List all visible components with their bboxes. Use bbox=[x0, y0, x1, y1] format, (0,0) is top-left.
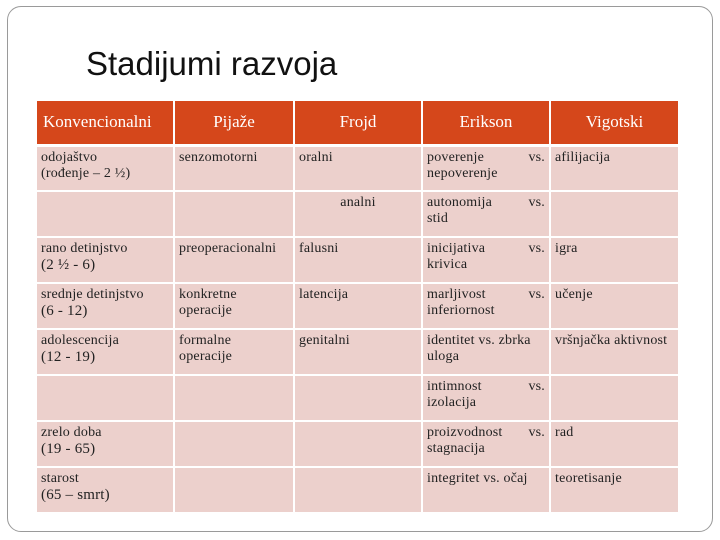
vygotsky-cell: rad bbox=[550, 421, 678, 467]
piaget-cell bbox=[174, 191, 294, 237]
stage-cell: rano detinjstvo (2 ½ - 6) bbox=[37, 237, 174, 283]
freud-cell: analni bbox=[294, 191, 422, 237]
table-row bbox=[37, 467, 678, 513]
erikson-cell: proizvodnost vs. stagnacija bbox=[422, 421, 550, 467]
development-stages-table bbox=[37, 101, 678, 514]
piaget-cell bbox=[174, 421, 294, 467]
freud-cell: falusni bbox=[294, 237, 422, 283]
header-vigotski: Vigotski bbox=[550, 101, 678, 145]
header-row bbox=[37, 101, 678, 145]
erikson-cell: identitet vs. zbrka uloga bbox=[422, 329, 550, 375]
table-row bbox=[37, 191, 678, 237]
stage-cell: odojaštvo (rođenje – 2 ½) bbox=[37, 145, 174, 191]
freud-cell: oralni bbox=[294, 145, 422, 191]
erikson-cell: intimnost vs. izolacija bbox=[422, 375, 550, 421]
vygotsky-cell: afilijacija bbox=[550, 145, 678, 191]
table-row bbox=[37, 329, 678, 375]
stage-cell bbox=[37, 375, 174, 421]
erikson-cell: poverenje vs. nepoverenje bbox=[422, 145, 550, 191]
erikson-cell: marljivost vs. inferiornost bbox=[422, 283, 550, 329]
table-row bbox=[37, 421, 678, 467]
stage-cell: srednje detinjstvo (6 - 12) bbox=[37, 283, 174, 329]
table-row bbox=[37, 237, 678, 283]
piaget-cell bbox=[174, 467, 294, 513]
vygotsky-cell bbox=[550, 191, 678, 237]
vygotsky-cell: igra bbox=[550, 237, 678, 283]
freud-cell bbox=[294, 467, 422, 513]
stage-cell bbox=[37, 191, 174, 237]
header-frojd: Frojd bbox=[294, 101, 422, 145]
piaget-cell: preoperacionalni bbox=[174, 237, 294, 283]
piaget-cell: senzomotorni bbox=[174, 145, 294, 191]
stage-cell: zrelo doba (19 - 65) bbox=[37, 421, 174, 467]
vygotsky-cell: učenje bbox=[550, 283, 678, 329]
stage-cell: adolescencija (12 - 19) bbox=[37, 329, 174, 375]
table-row bbox=[37, 375, 678, 421]
header-konvencionalni: Konvencionalni bbox=[37, 101, 174, 145]
erikson-cell: autonomija vs. stid bbox=[422, 191, 550, 237]
header-erikson: Erikson bbox=[422, 101, 550, 145]
piaget-cell: formalne operacije bbox=[174, 329, 294, 375]
piaget-cell bbox=[174, 375, 294, 421]
freud-cell bbox=[294, 375, 422, 421]
piaget-cell: konkretne operacije bbox=[174, 283, 294, 329]
header-pijaze: Pijaže bbox=[174, 101, 294, 145]
vygotsky-cell bbox=[550, 375, 678, 421]
erikson-cell: inicijativa vs. krivica bbox=[422, 237, 550, 283]
freud-cell bbox=[294, 421, 422, 467]
vygotsky-cell: vršnjačka aktivnost bbox=[550, 329, 678, 375]
table-row bbox=[37, 283, 678, 329]
freud-cell: latencija bbox=[294, 283, 422, 329]
table-row bbox=[37, 145, 678, 191]
erikson-cell: integritet vs. očaj bbox=[422, 467, 550, 513]
freud-cell: genitalni bbox=[294, 329, 422, 375]
vygotsky-cell: teoretisanje bbox=[550, 467, 678, 513]
stage-cell: starost (65 – smrt) bbox=[37, 467, 174, 513]
page-title: Stadijumi razvoja bbox=[86, 45, 338, 82]
